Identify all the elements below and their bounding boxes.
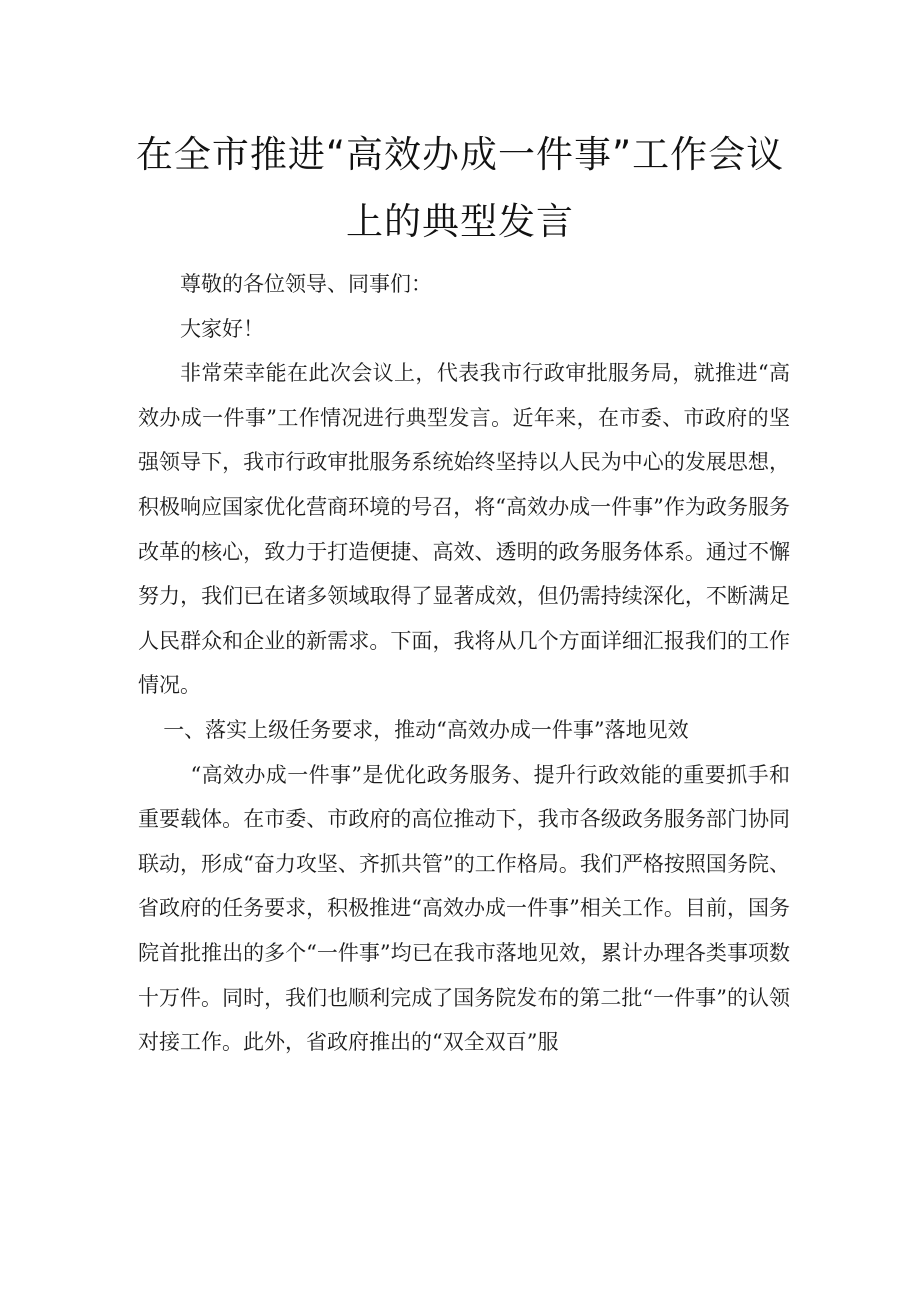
document-title-line-2: 上的典型发言 [346,200,574,243]
intro-paragraph: 非常荣幸能在此次会议上，代表我市行政审批服务局，就推进“高效办成一件事”工作情况进行典型发言。近年来，在市委、市政府的坚强领导下，我市行政审批服务系统始终坚持以人民为中心的发展思想，积极响应国家优化营商环境的号召，将“高效办成一件事”作为政务服务改革的核心，致力于打造便捷、高效、透明的政务服务体系。通过不懈努力，我们已在诸多领域取得了显著成效，但仍需持续深化，不断满足人民群众和企业的新需求。下面，我将从几个方面详细汇报我们的工作情况。 [138,361,790,698]
document-body [138,262,790,1065]
section-1-heading: 一、落实上级任务要求，推动“高效办成一件事”落地见效 [163,717,689,742]
document-title-line-1: 在全市推进“高效办成一件事”工作会议 [135,133,785,176]
hello-paragraph: 大家好！ [180,316,264,341]
section-1-paragraph: “高效办成一件事”是优化政务服务、提升行政效能的重要抓手和重要载体。在市委、市政府的高位推动下，我市各级政务服务部门协同联动，形成“奋力攻坚、齐抓共管”的工作格局。我们严格按照国务院、省政府的任务要求，积极推进“高效办成一件事”相关工作。目前，国务院首批推出的多个“一件事”均已在我市落地见效，累计办理各类事项数十万件。同时，我们也顺利完成了国务院发布的第二批“一件事”的认领对接工作。此外，省政府推出的“双全双百”服 [138,762,790,1055]
greeting-paragraph: 尊敬的各位领导、同事们： [180,272,432,296]
